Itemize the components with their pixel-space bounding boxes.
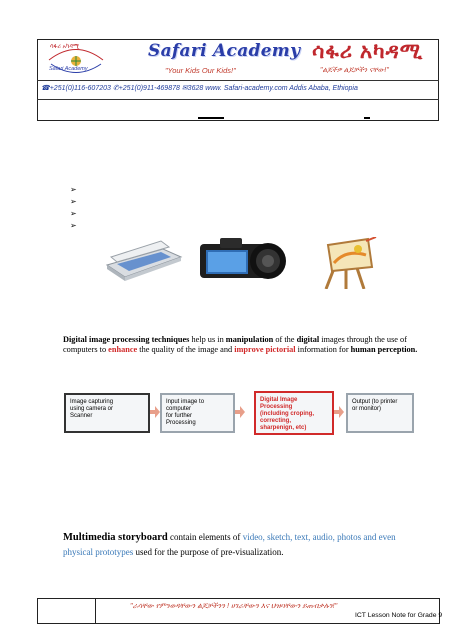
underline-mark — [198, 117, 224, 119]
para-text: the quality of the image and — [137, 345, 235, 354]
flow-text: computer — [166, 406, 192, 412]
flow-text: Input image to — [166, 399, 205, 405]
underline-mark — [364, 117, 370, 119]
logo-text-top: ሳፋሪ አካዳሚ — [50, 44, 80, 50]
flow-text: for further — [166, 413, 193, 419]
story-text: used for the purpose of pre-visualization. — [133, 547, 284, 557]
term-improve-pictorial: improve pictorial — [234, 345, 296, 354]
term-human-perception: human perception. — [350, 345, 418, 354]
bullet-arrow-icon: ➢ — [70, 185, 77, 194]
term-digital-image-processing: Digital image processing techniques — [63, 335, 190, 344]
header-divider — [37, 99, 439, 100]
logo-text-bottom: Safari Academy — [49, 66, 88, 72]
term-multimedia-storyboard: Multimedia storyboard — [63, 532, 168, 543]
flow-step-processing — [254, 391, 334, 435]
contact-line: ☎+251(0)116-607203 ✆+251(0)911-469878 ✉3628 www. Safari-academy.com Addis Ababa, Ethiopia — [41, 85, 358, 92]
flow-text: Output (to printer — [352, 399, 398, 405]
flow-text: or monitor) — [352, 406, 382, 412]
flow-text: Image capturing — [70, 399, 114, 405]
storyboard-elements: video, sketch, text, audio, photos and even physical prototypes — [63, 532, 396, 557]
bullet-arrow-icon: ➢ — [70, 197, 77, 206]
para-text: information for — [295, 345, 351, 354]
story-text: contain elements of — [167, 532, 243, 542]
academy-title-en: Safari Academy — [148, 41, 301, 61]
flow-arrow-icon — [150, 406, 160, 418]
bullet-arrow-icon: ➢ — [70, 209, 77, 218]
flow-text: Digital Image — [260, 397, 298, 403]
flow-arrow-icon — [235, 406, 245, 418]
flow-text: sharpenign, etc) — [260, 425, 307, 431]
flow-text: Processing — [166, 420, 196, 426]
header-divider — [37, 80, 439, 81]
flow-step-input — [160, 393, 235, 433]
academy-slogan-en: "Your Kids Our Kids!" — [165, 66, 236, 75]
term-manipulation: manipulation — [225, 335, 274, 344]
academy-title-am: ሳፋሪ አካዳሚ — [312, 40, 424, 63]
image-processing-paragraph — [63, 335, 421, 355]
academy-slogan-am: "ልጆችዎ ልጆቻችን ናቸው!" — [320, 67, 389, 74]
term-digital: digital — [296, 335, 320, 344]
bullet-arrow-icon: ➢ — [70, 221, 77, 230]
scanner-image — [103, 237, 183, 281]
footer-note: ICT Lesson Note for Grade 9 — [355, 612, 443, 619]
flow-arrow-icon — [334, 406, 344, 418]
flow-text: (including croping, — [260, 411, 314, 417]
flow-text: correcting, — [260, 418, 292, 424]
footer-quote: "ራሳቸው የምንወዳቸውን ልጆቻችንን ! ሀገራቸውን እና ህዝባቸውን ይጠብቃሉን!" — [130, 601, 338, 610]
storyboard-paragraph — [63, 530, 423, 559]
camera-image — [196, 234, 288, 284]
flow-step-output — [346, 393, 414, 433]
flow-text: Processing — [260, 404, 293, 410]
flow-step-capture — [64, 393, 150, 433]
para-text: images through the use of computers to — [63, 335, 407, 354]
easel-painting-image — [320, 237, 378, 289]
term-enhance: enhance — [108, 345, 138, 354]
flow-text: Scanner — [70, 413, 93, 419]
para-text: help us in — [189, 335, 226, 344]
footer-divider — [95, 598, 96, 624]
para-text: of the — [273, 335, 297, 344]
flow-text: using camera or — [70, 406, 114, 412]
